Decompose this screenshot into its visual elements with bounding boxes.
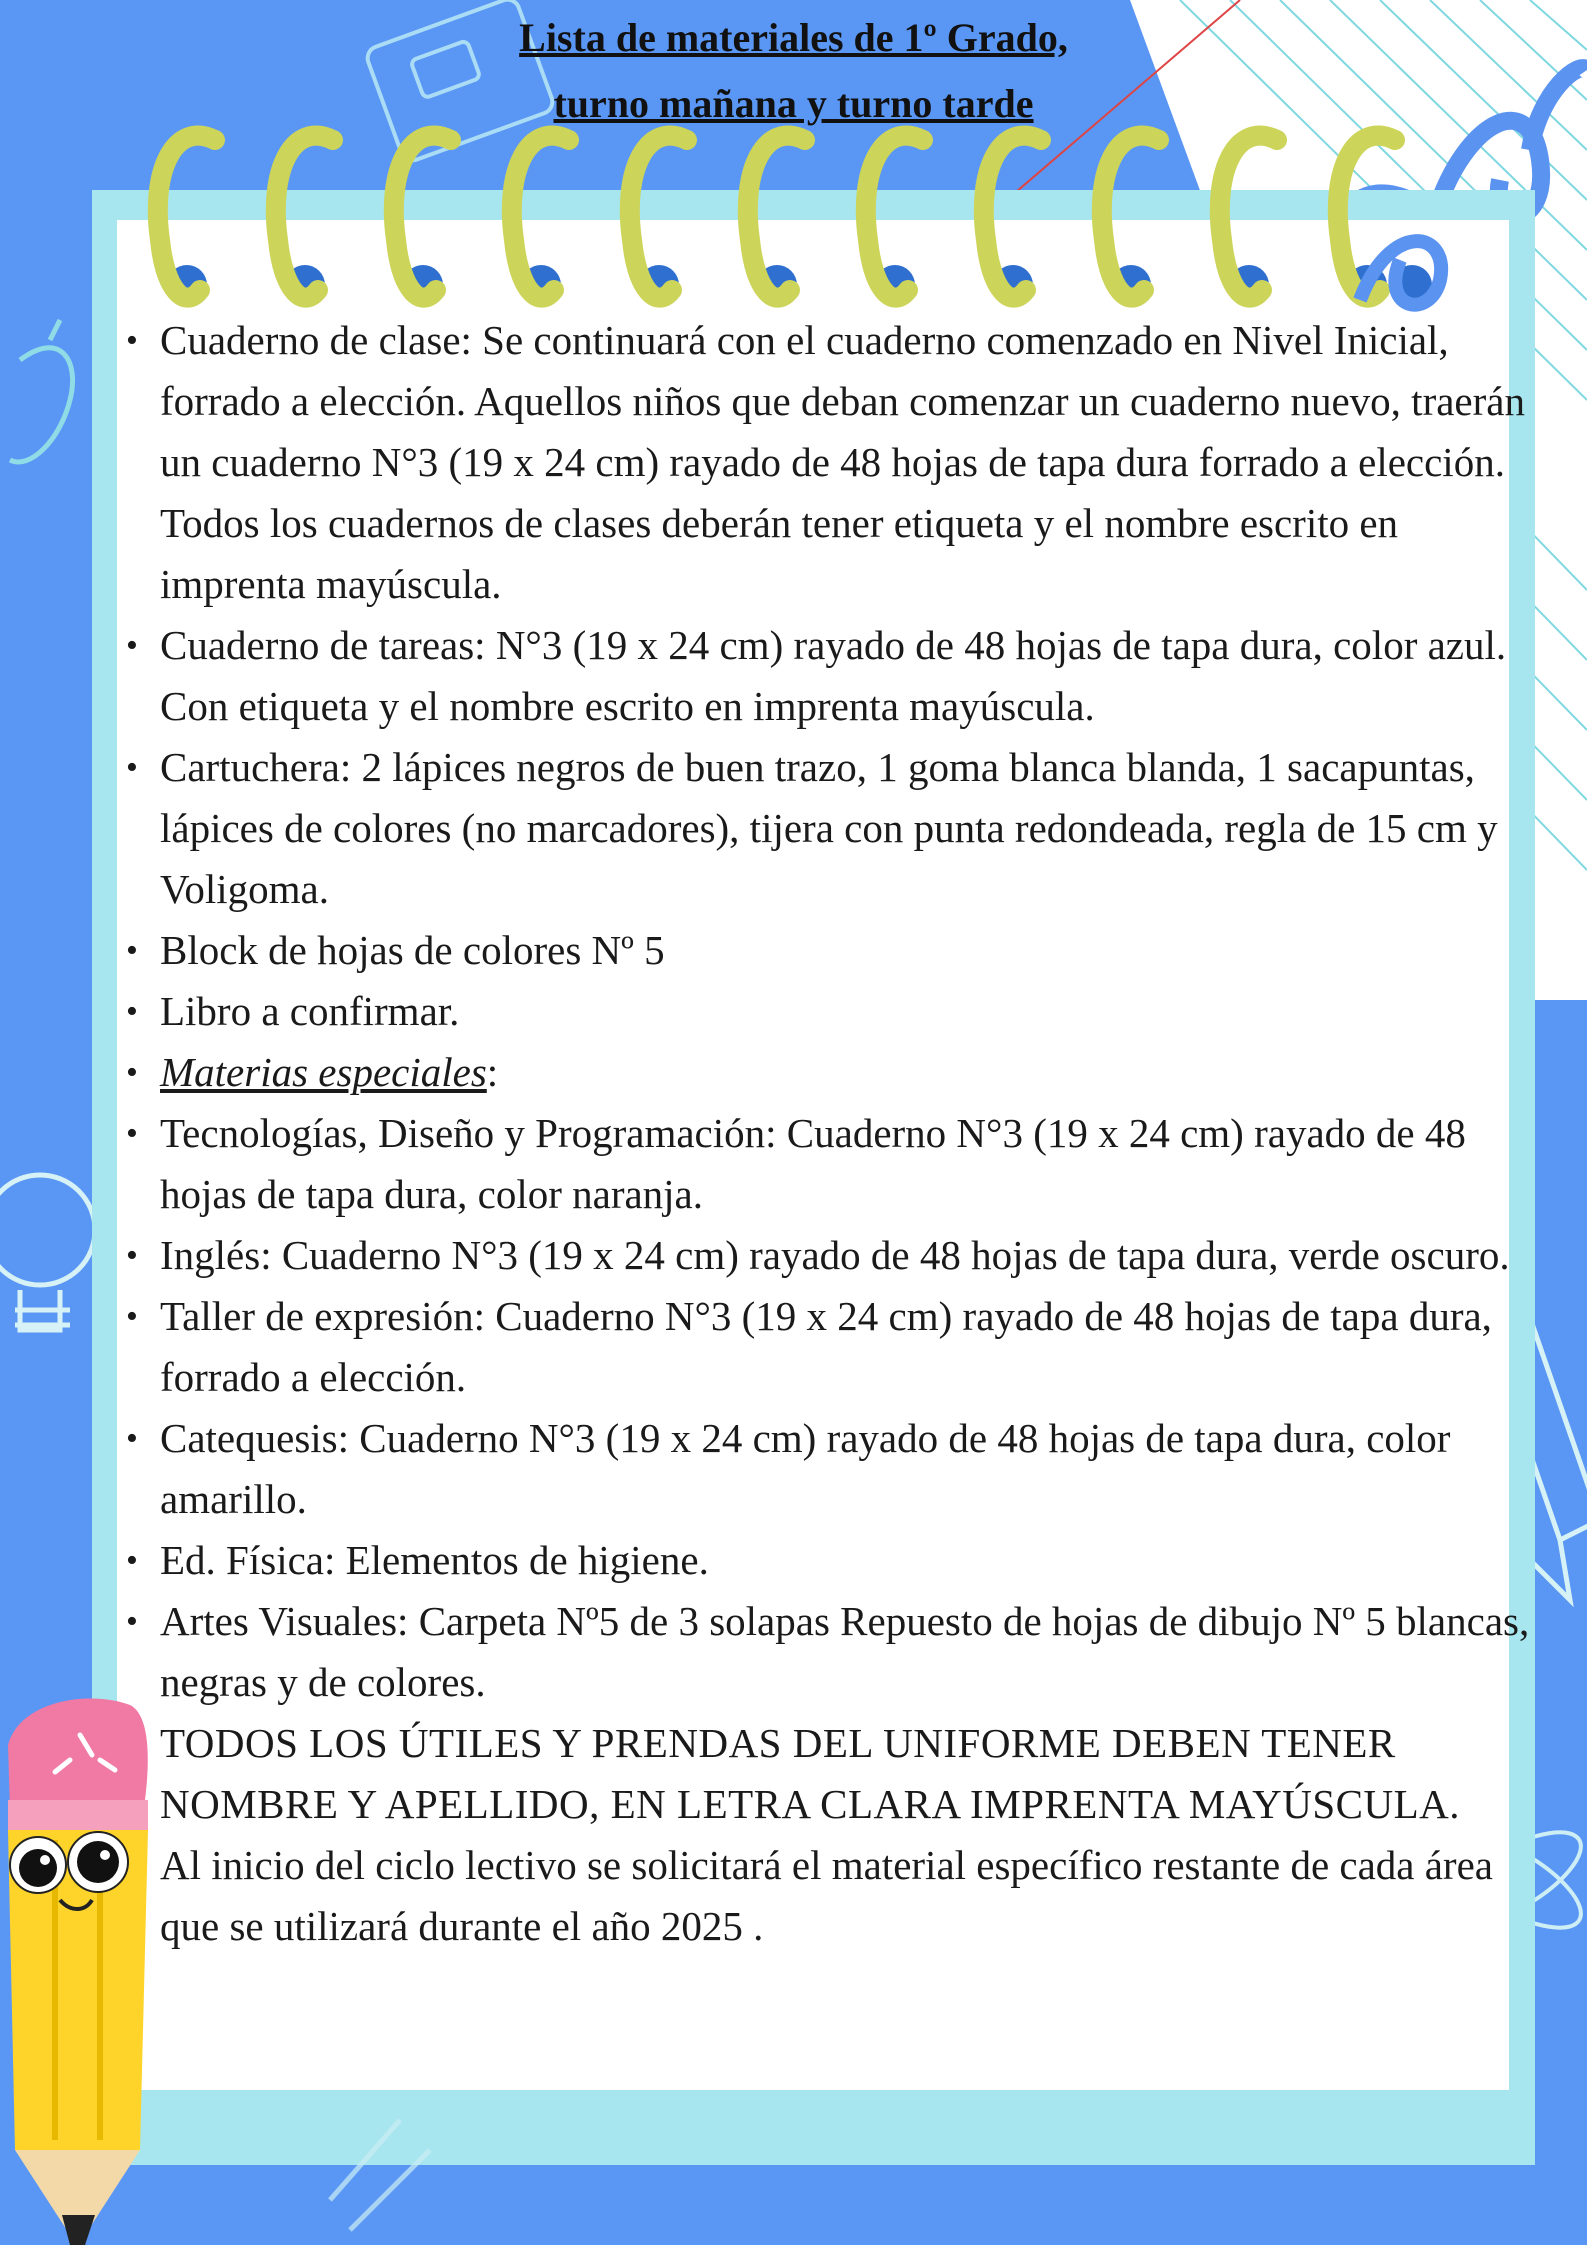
list-item-text: Al inicio del ciclo lectivo se solicitará el material específico restante de cada área que se utilizará durante el año 2025 . [160, 1842, 1493, 1949]
list-item [120, 1591, 1540, 1713]
list-item [120, 1408, 1540, 1530]
list-item-text: Catequesis: Cuaderno N°3 (19 x 24 cm) rayado de 48 hojas de tapa dura, color amarillo. [160, 1415, 1451, 1522]
list-item [120, 737, 1540, 920]
list-item-text: Inglés: Cuaderno N°3 (19 x 24 cm) rayado de 48 hojas de tapa dura, verde oscuro. [160, 1232, 1510, 1278]
list-item [120, 981, 1540, 1042]
list-item-text: Cuaderno de tareas: N°3 (19 x 24 cm) rayado de 48 hojas de tapa dura, color azul. Con etiqueta y el nombre escrito en imprenta mayúscula. [160, 622, 1507, 729]
list-item-text: Cartuchera: 2 lápices negros de buen trazo, 1 goma blanca blanda, 1 sacapuntas, lápices de colores (no marcadores), tijera con punta redondeada, regla de 15 cm y Voligoma. [160, 744, 1498, 912]
list-item-text: Ed. Física: Elementos de higiene. [160, 1537, 709, 1583]
list-item-text: Libro a confirmar. [160, 988, 460, 1034]
list-item [120, 1103, 1540, 1225]
list-item-text: TODOS LOS ÚTILES Y PRENDAS DEL UNIFORME DEBEN TENER NOMBRE Y APELLIDO, EN LETRA CLARA IMPRENTA MAYÚSCULA. [160, 1720, 1461, 1827]
list-item [120, 1286, 1540, 1408]
special-subjects-colon: : [486, 1049, 499, 1095]
list-item [120, 920, 1540, 981]
list-item-text: Tecnologías, Diseño y Programación: Cuaderno N°3 (19 x 24 cm) rayado de 48 hojas de tapa dura, color naranja. [160, 1110, 1466, 1217]
special-subjects-heading: Materias especiales [160, 1049, 487, 1095]
list-item [120, 1042, 1540, 1103]
list-item [120, 310, 1540, 615]
page-title-line1: Lista de materiales de 1º Grado, [519, 15, 1068, 60]
list-item [120, 1835, 1540, 1957]
list-item [120, 1713, 1540, 1835]
list-item [120, 1530, 1540, 1591]
list-item-text: Taller de expresión: Cuaderno N°3 (19 x 24 cm) rayado de 48 hojas de tapa dura, forrado a elección. [160, 1293, 1492, 1400]
list-item-text: Artes Visuales: Carpeta Nº5 de 3 solapas Repuesto de hojas de dibujo Nº 5 blancas, negras y de colores. [160, 1598, 1530, 1705]
materials-list [120, 310, 1540, 1957]
list-item [120, 615, 1540, 737]
list-item [120, 1225, 1540, 1286]
list-item-text: Block de hojas de colores Nº 5 [160, 927, 665, 973]
list-item-text: Cuaderno de clase: Se continuará con el cuaderno comenzado en Nivel Inicial, forrado a elección. Aquellos niños que deban comenzar un cuaderno nuevo, traerán un cuaderno N°3 (19 x 24 cm) rayado de 48 hojas de tapa dura forrado a elección. Todos los cuadernos de clases deberán tener etiqueta y el nombre escrito en imprenta mayúscula. [160, 317, 1525, 607]
page-title-line2: turno mañana y turno tarde [553, 81, 1034, 126]
